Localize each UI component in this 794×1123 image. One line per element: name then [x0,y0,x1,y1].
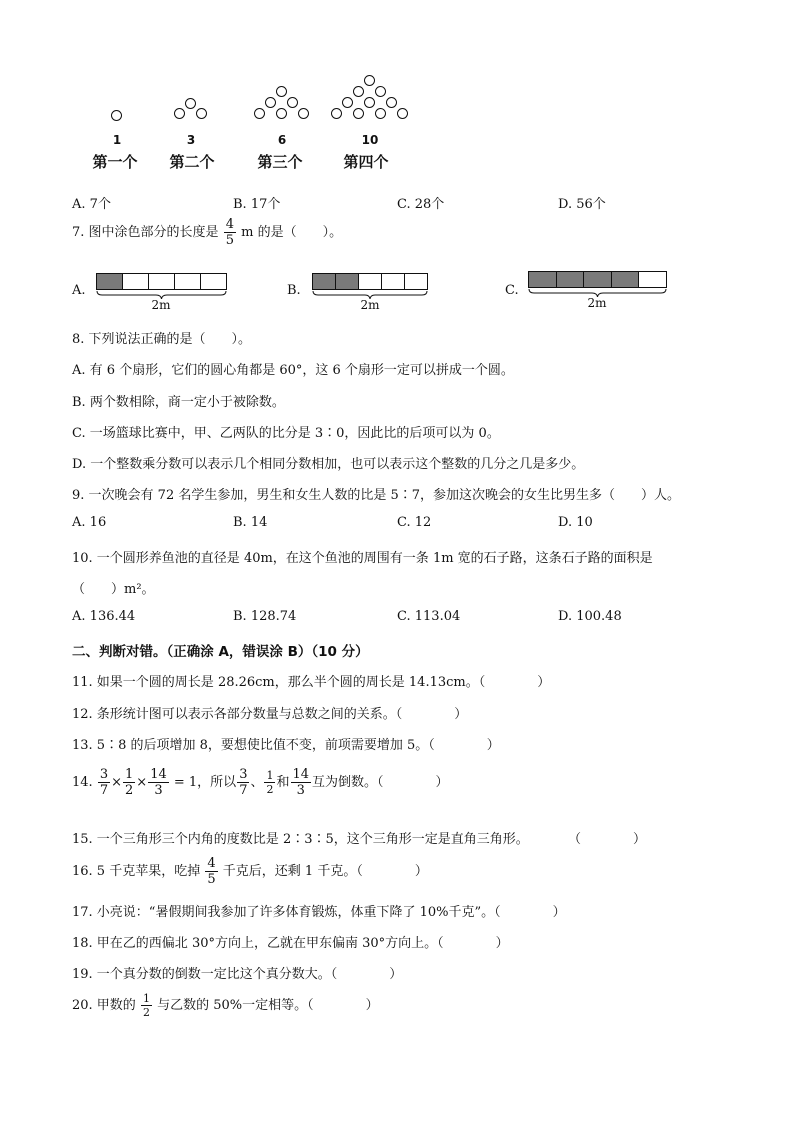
q9-stem: 9. 一次晚会有 72 名学生参加，男生和女生人数的比是 5∶7，参加这次晚会的女生比男生多（ ）人。 [72,488,681,503]
fraction: $\frac{4}{5}$ [225,217,234,248]
segment-bar-a [96,273,227,290]
option-a[interactable]: A. [72,283,86,298]
fraction: $\frac{1}{2}$ [142,992,150,1019]
pattern-circle [287,97,298,108]
fraction: $\frac{14}{3}$ [292,767,310,798]
fraction: $\frac{3}{7}$ [99,767,109,798]
pattern-label: 第一个 [92,153,138,171]
q8-option-a[interactable]: A. 有 6 个扇形，它们的圆心角都是 60°，这 6 个扇形一定可以拼成一个圆。 [72,363,514,378]
pattern-circle [276,86,287,97]
fraction: $\frac{3}{7}$ [239,767,248,798]
judge-q13[interactable]: 13. 5∶8 的后项增加 8，要想使比值不变，前项需要增加 5。（ ） [72,738,500,753]
judge-q17[interactable]: 17. 小亮说：“暑假期间我参加了许多体育锻炼，体重下降了 10%千克”。（ ） [72,905,566,920]
segment-bar-c [528,271,667,288]
option-a[interactable]: A. 7个 [72,197,111,212]
pattern-circle [375,108,386,119]
pattern-circle [397,108,408,119]
q8-stem: 8. 下列说法正确的是（ ）。 [72,332,252,347]
length-label-c: 2m [587,296,607,310]
judge-q12[interactable]: 12. 条形统计图可以表示各部分数量与总数之间的关系。（ ） [72,707,468,722]
segment-bar-b [312,273,428,290]
q8-option-b[interactable]: B. 两个数相除，商一定小于被除数。 [72,395,285,410]
judge-q15[interactable]: 15. 一个三角形三个内角的度数比是 2∶3∶5，这个三角形一定是直角三角形。 [72,832,529,847]
fraction: $\frac{4}{5}$ [207,856,216,887]
option-c[interactable]: C. 12 [397,515,432,530]
option-d[interactable]: D. 100.48 [558,609,622,624]
option-d[interactable]: D. 10 [558,515,593,530]
length-label-a: 2m [151,298,171,312]
pattern-circle [331,108,342,119]
option-c[interactable]: C. 28个 [397,197,445,212]
pattern-circle [265,97,276,108]
pattern-label: 第四个 [343,153,389,171]
fraction: $\frac{1}{2}$ [125,767,134,798]
option-c[interactable]: C. [505,283,519,298]
option-b[interactable]: B. [287,283,301,298]
option-b[interactable]: B. 128.74 [233,609,297,624]
length-label-b: 2m [360,298,380,312]
judge-q15-answer-paren[interactable]: （ ） [568,832,647,847]
q10-stem-line1: 10. 一个圆形养鱼池的直径是 40m，在这个鱼池的周围有一条 1m 宽的石子路，这条石子路的面积是 [72,551,653,566]
pattern-circle [353,108,364,119]
pattern-circle [254,108,265,119]
pattern-circle [364,97,375,108]
pattern-label: 第三个 [257,153,303,171]
pattern-circle [298,108,309,119]
pattern-circle [353,86,364,97]
pattern-circle [196,108,207,119]
option-b[interactable]: B. 17个 [233,197,281,212]
judge-q18[interactable]: 18. 甲在乙的西偏北 30°方向上，乙就在甲东偏南 30°方向上。（ ） [72,936,509,951]
fraction: $\frac{14}{3}$ [150,767,167,798]
judge-q19[interactable]: 19. 一个真分数的倒数一定比这个真分数大。（ ） [72,967,403,982]
option-a[interactable]: A. 136.44 [72,609,136,624]
option-b[interactable]: B. 14 [233,515,268,530]
section-2-title: 二、判断对错。（正确涂 A，错误涂 B）（10 分） [72,644,369,660]
q7-stem: 7. 图中涂色部分的长度是 $\frac{4}{5}$ m 的是（ ）。 [72,217,343,248]
pattern-circle [342,97,353,108]
fraction: $\frac{1}{2}$ [266,769,274,796]
q8-option-c[interactable]: C. 一场篮球比赛中，甲、乙两队的比分是 3∶0，因此比的后项可以为 0。 [72,426,500,441]
judge-q14[interactable]: 14. $\frac{3}{7}$ × $\frac{1}{2}$ × $\frac{14}{3}$ = 1，所以 $\frac{3}{7}$ 、 $\frac{1}{2}$ 和 $\frac{14}{3}$ 互为倒数。（ ） [72,767,449,798]
pattern-circle [185,98,196,109]
pattern-circle [364,75,375,86]
pattern-count: 1 [112,133,122,147]
pattern-count: 3 [186,133,196,147]
pattern-circle [276,108,287,119]
judge-q20[interactable]: 20. 甲数的 $\frac{1}{2}$ 与乙数的 50%一定相等。（ ） [72,992,379,1019]
pattern-label: 第二个 [169,153,215,171]
option-c[interactable]: C. 113.04 [397,609,461,624]
pattern-count: 10 [361,133,379,147]
judge-q11[interactable]: 11. 如果一个圆的周长是 28.26cm，那么半个圆的周长是 14.13cm。（ ） [72,675,551,690]
pattern-circle [174,108,185,119]
pattern-circle [111,110,122,121]
q10-stem-line2: （ ）m²。 [72,582,155,597]
judge-q16[interactable]: 16. 5 千克苹果，吃掉 $\frac{4}{5}$ 千克后，还剩 1 千克。（ ） [72,856,428,887]
q8-option-d[interactable]: D. 一个整数乘分数可以表示几个相同分数相加，也可以表示这个整数的几分之几是多少。 [72,457,585,472]
option-d[interactable]: D. 56个 [558,197,606,212]
pattern-circle [386,97,397,108]
pattern-circle [375,86,386,97]
option-a[interactable]: A. 16 [72,515,107,530]
pattern-count: 6 [277,133,287,147]
